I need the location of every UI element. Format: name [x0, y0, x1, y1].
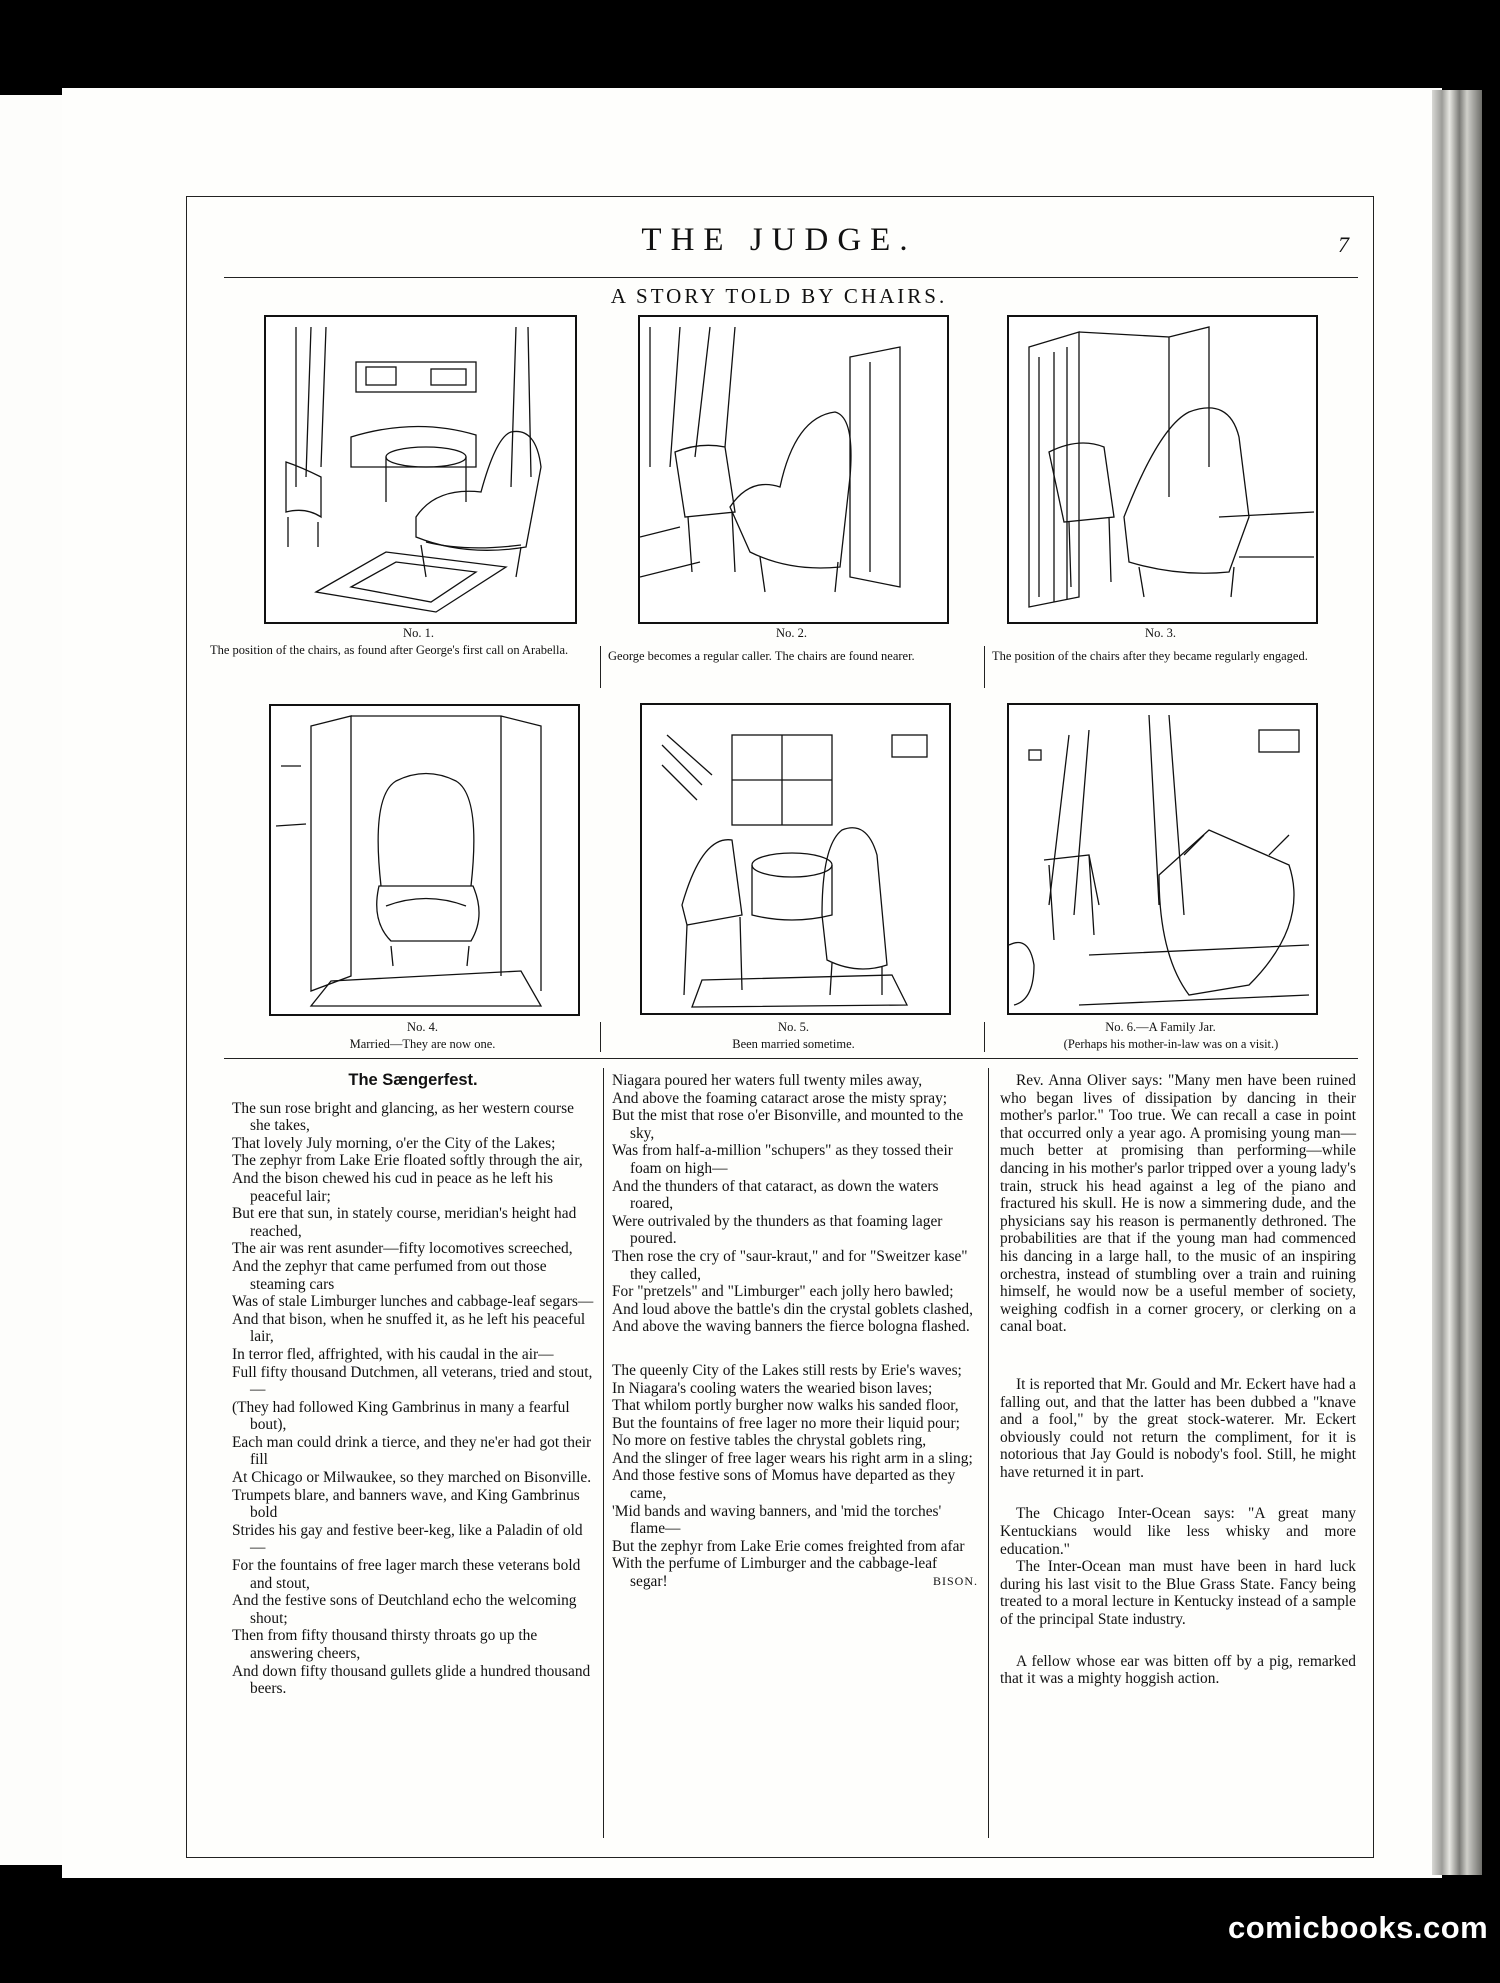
panel-5-drawing: [642, 705, 949, 1013]
panel-4-illustration: [269, 704, 580, 1016]
poem-line: In Niagara's cooling waters the wearied bison laves;: [612, 1379, 933, 1397]
poem-line: And loud above the battle's din the crystal goblets clashed,: [612, 1300, 973, 1318]
poem-column-1: [232, 1072, 594, 1698]
panel-4-drawing: [271, 706, 578, 1014]
panel-2-label: No. 2.: [776, 626, 807, 640]
masthead-rule: [224, 277, 1358, 278]
poem-line: And the bison chewed his cud in peace as he left his peaceful lair;: [232, 1169, 553, 1205]
poem-line: But the zephyr from Lake Erie comes freighted from afar: [612, 1537, 965, 1555]
poem-line: And the slinger of free lager wears his right arm in a sling;: [612, 1449, 973, 1467]
poem-line: Trumpets blare, and banners wave, and King Gambrinus bold: [232, 1486, 580, 1522]
panel-6-label: No. 6.—A Family Jar.: [1105, 1020, 1216, 1034]
caption-divider: [600, 646, 601, 688]
poem-line: And down fifty thousand gullets glide a hundred thousand beers.: [232, 1662, 591, 1698]
poem-line: But ere that sun, in stately course, meridian's height had reached,: [232, 1205, 577, 1240]
poem-line: No more on festive tables the chrystal goblets ring,: [612, 1432, 927, 1450]
poem-line: For "pretzels" and "Limburger" each jolly hero bawled;: [612, 1283, 954, 1301]
poem-line: That lovely July morning, o'er the City of the Lakes;: [232, 1134, 556, 1152]
paragraph-inter-ocean-quote: The Chicago Inter-Ocean says: "A great many Kentuckians would like less whisky and more education.": [1000, 1505, 1356, 1558]
poem-line: But the mist that rose o'er Bisonville, and mounted to the sky,: [612, 1107, 964, 1142]
panel-2-illustration: [638, 315, 949, 624]
poem-line: Then rose the cry of "saur-kraut," and for "Sweitzer kase" they called,: [612, 1247, 968, 1283]
poem-line: Each man could drink a tierce, and they ne'er had got their fill: [232, 1433, 592, 1469]
poem-line: Full fifty thousand Dutchmen, all veterans, tried and stout,—: [232, 1363, 593, 1399]
panel-2-caption: George becomes a regular caller. The chairs are found nearer.: [608, 649, 915, 663]
poem-line: Was from half-a-million "schupers" as they tossed their foam on high—: [612, 1142, 953, 1177]
caption-divider: [984, 1022, 985, 1052]
poem-line: The queenly City of the Lakes still rests by Erie's waves;: [612, 1361, 962, 1379]
paragraph-hoggish: A fellow whose ear was bitten off by a pig, remarked that it was a mighty hoggish action.: [1000, 1652, 1356, 1688]
panel-6-illustration: [1007, 703, 1318, 1015]
panel-1-drawing: [266, 317, 575, 622]
column-divider: [988, 1068, 989, 1838]
poem-line: With the perfume of Limburger and the cabbage-leaf segar!: [612, 1555, 938, 1591]
panel-6-drawing: [1009, 705, 1316, 1013]
poem-line: 'Mid bands and waving banners, and 'mid the torches' flame—: [612, 1502, 942, 1538]
poem-line: And that bison, when he snuffed it, as he left his peaceful lair,: [232, 1310, 586, 1346]
panel-3-label: No. 3.: [1145, 626, 1176, 640]
panel-1-caption: The position of the chairs, as found after George's first call on Arabella.: [210, 643, 569, 657]
poem-line: In terror fled, affrighted, with his caudal in the air—: [232, 1345, 554, 1363]
poem-signature: BISON.: [932, 1574, 978, 1589]
poem-line: And above the foaming cataract arose the misty spray;: [612, 1089, 948, 1107]
site-watermark: comicbooks.com: [1228, 1910, 1489, 1945]
panel-2-drawing: [640, 317, 947, 622]
caption-divider: [600, 1022, 601, 1052]
panel-6-caption: (Perhaps his mother-in-law was on a visit.): [1063, 1037, 1279, 1051]
poem-line: At Chicago or Milwaukee, so they marched on Bisonville.: [232, 1469, 592, 1487]
poem-line: Niagara poured her waters full twenty miles away,: [612, 1072, 923, 1089]
poem-line: Were outrivaled by the thunders as that foaming lager poured.: [612, 1212, 943, 1248]
poem-line: The sun rose bright and glancing, as her western course she takes,: [232, 1099, 574, 1135]
editorial-column: [1000, 1072, 1356, 1688]
poem-line: (They had followed King Gambrinus in many a fearful bout),: [232, 1398, 570, 1434]
poem-line: The zephyr from Lake Erie floated softly through the air,: [232, 1152, 583, 1170]
poem-column-2: [612, 1072, 978, 1591]
poem-line: And those festive sons of Momus have departed as they came,: [612, 1467, 956, 1503]
panel-4-label: No. 4.: [407, 1020, 438, 1034]
paragraph-gould-eckert: It is reported that Mr. Gould and Mr. Eckert have had a falling out, and that the latter has been dubbed a "knave and a fool," by the great stock-waterer. Mr. Eckert obviously could not return the compliment, for it is notorious that Jay Gould is nobody's fool. Still, he might have returned it in part.: [1000, 1375, 1356, 1481]
panel-1-label: No. 1.: [403, 626, 434, 640]
page-number: 7: [1338, 232, 1349, 257]
poem-line: But the fountains of free lager no more their liquid pour;: [612, 1414, 960, 1432]
panel-3-drawing: [1009, 317, 1316, 622]
masthead: THE JUDGE.: [641, 222, 917, 258]
poem-line: And the festive sons of Deutchland echo the welcoming shout;: [232, 1592, 577, 1627]
poem-line: That whilom portly burgher now walks his sanded floor,: [612, 1397, 959, 1415]
panel-1-illustration: [264, 315, 577, 624]
caption-divider: [984, 646, 985, 688]
poem-title: The Sængerfest.: [348, 1071, 478, 1089]
column-divider: [603, 1068, 604, 1838]
panel-5-label: No. 5.: [778, 1020, 809, 1034]
left-page-edge: [0, 95, 64, 1865]
panel-4-caption: Married—They are now one.: [349, 1037, 496, 1051]
panel-3-illustration: [1007, 315, 1318, 624]
poem-line: And above the waving banners the fierce bologna flashed.: [612, 1318, 970, 1336]
paragraph-gap: [1000, 1336, 1356, 1376]
poem-line: And the zephyr that came perfumed from out those steaming cars: [232, 1257, 547, 1293]
poem-line: Then from fifty thousand thirsty throats go up the answering cheers,: [232, 1627, 538, 1662]
panel-5-illustration: [640, 703, 951, 1015]
paragraph-anna-oliver: Rev. Anna Oliver says: "Many men have been ruined who began lives of dissipation by dancing in their mother's parlor." Too true. We can recall a case in point that occurred only a year ago. A promising young man—much better at promising than performing—while dancing in his mother's parlor tripped over a young lady's train, struck his head against a leg of the piano and fractured his skull. He is now a simmering dude, and the physicians say his reason is permanently dethroned. The probabilities are that if the young man had commenced his dancing in a large hall, to the music of an inspiring orchestra, instead of stumbling over a train and ruining himself, he would now be a useful member of society, weighing codfish in a corner grocery, or clerking on a canal boat.: [1000, 1072, 1356, 1336]
book-binding: [1432, 90, 1482, 1875]
panel-5-caption: Been married sometime.: [732, 1037, 855, 1051]
story-title: A STORY TOLD BY CHAIRS.: [610, 284, 948, 308]
paragraph-gap: [1000, 1481, 1356, 1505]
section-rule: [224, 1058, 1358, 1059]
poem-line: And the thunders of that cataract, as down the waters roared,: [612, 1177, 939, 1213]
poem-line: Strides his gay and festive beer-keg, like a Paladin of old—: [232, 1521, 583, 1557]
poem-line: The air was rent asunder—fifty locomotives screeched,: [232, 1240, 573, 1258]
panel-3-caption: The position of the chairs after they became regularly engaged.: [992, 649, 1308, 663]
paragraph-gap: [1000, 1629, 1356, 1653]
stanza-gap: [612, 1336, 978, 1362]
poem-line: For the fountains of free lager march these veterans bold and stout,: [232, 1557, 581, 1592]
paragraph-inter-ocean-reply: The Inter-Ocean man must have been in hard luck during his last visit to the Blue Grass State. Fancy being treated to a moral lecture in Kentucky instead of a sample of the principal State industry.: [1000, 1558, 1356, 1629]
poem-line: Was of stale Limburger lunches and cabbage-leaf segars—: [232, 1293, 594, 1311]
